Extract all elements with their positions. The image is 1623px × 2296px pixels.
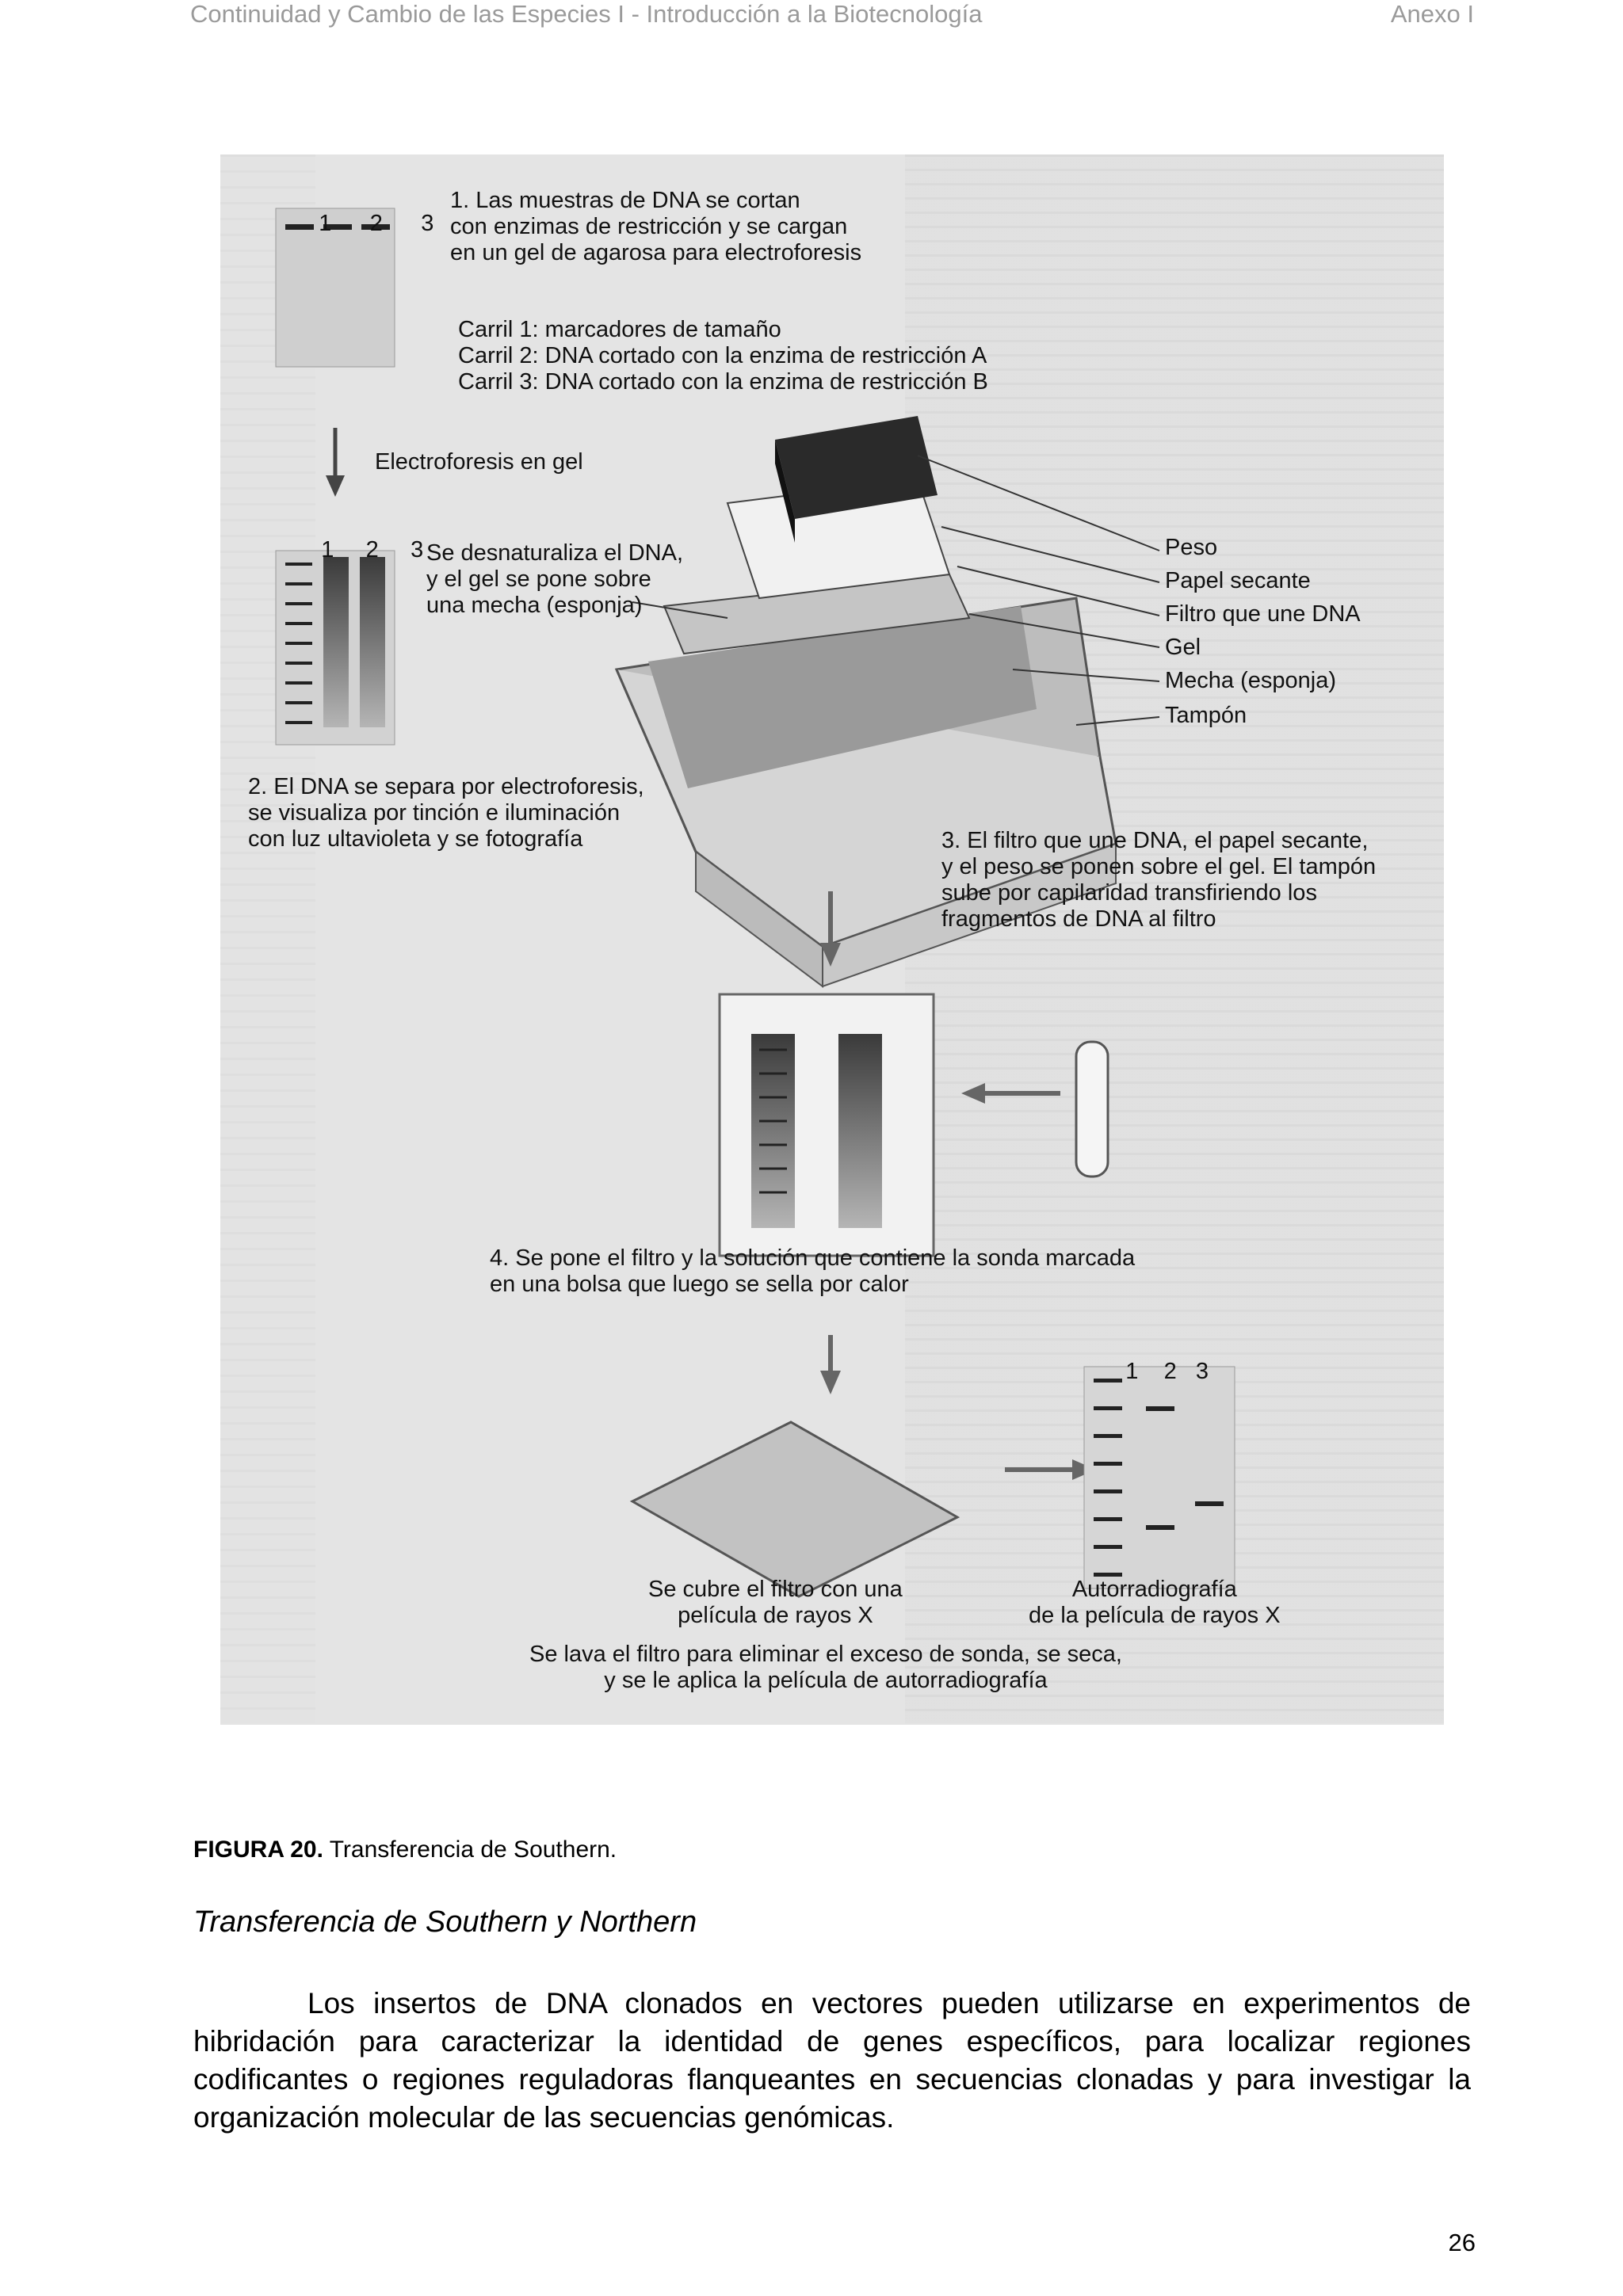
lane-number: 3 [421,211,434,236]
figure-caption-label: FIGURA 20. [193,1836,323,1863]
step-2-label: 2. El DNA se separa por electroforesis, se visualiza por tinción e iluminación con luz ultavioleta y se fotografía [248,774,644,852]
denature-label: Se desnaturaliza el DNA, y el gel se pone sobre una mecha (esponja) [426,540,683,618]
lane-number: 3 [1195,1359,1209,1384]
autoradiography-label: Autorradiografía de la película de rayos X [1029,1577,1281,1628]
lane-numbers-middle [296,511,423,589]
southern-blot-figure [220,154,1444,1725]
label-peso: Peso [1165,535,1218,560]
step-3-label: 3. El filtro que une DNA, el papel secante, y el peso se ponen sobre el gel. El tampón sube por capilaridad transfiriendo los fragmentos de DNA al filtro [941,828,1377,932]
label-filtro: Filtro que une DNA [1165,601,1361,627]
lane-number: 1 [1125,1359,1139,1384]
running-header-annex: Anexo I [1390,0,1474,28]
running-header-title: Continuidad y Cambio de las Especies I - Introducción a la Biotecnología [190,0,983,28]
xray-cover-label: Se cubre el filtro con una película de rayos X [648,1577,903,1628]
arrow-left-probe [961,1083,985,1104]
lane-number: 2 [365,537,379,563]
lane-numbers-top [293,185,433,263]
wash-label: Se lava el filtro para eliminar el exceso de sonda, se seca, y se le aplica la película de autorradiografía [529,1642,1122,1693]
label-gel: Gel [1165,635,1201,660]
arrow-down-3 [820,1371,841,1394]
lane-number: 2 [369,211,383,236]
lane-number: 1 [319,211,332,236]
lane-numbers-autorad [1100,1333,1209,1411]
probe-tube [1076,1042,1108,1177]
label-mecha: Mecha (esponja) [1165,668,1336,693]
step-4-label: 4. Se pone el filtro y la solución que contiene la sonda marcada en una bolsa que luego se sella por calor [490,1245,1136,1297]
figure-caption-text: Transferencia de Southern. [323,1836,617,1863]
label-papel-secante: Papel secante [1165,568,1311,593]
electrophoresis-label: Electroforesis en gel [375,449,583,475]
figure-caption [193,1836,617,1863]
arrow-down-1-head [326,475,345,497]
label-tampon: Tampón [1165,703,1247,728]
section-title: Transferencia de Southern y Northern [193,1905,697,1939]
body-paragraph: Los insertos de DNA clonados en vectores pueden utilizarse en experimentos de hibridación para caracterizar la identidad de genes específicos, para localizar regiones codificantes o regiones reguladoras flanqueantes en secuencias clonadas y para investigar la organización molecular de las secuencias genómicas. [193,1987,1471,2134]
hybridization-bag [720,994,934,1256]
lane-number: 2 [1163,1359,1177,1384]
page-number: 26 [1448,2229,1476,2256]
lane-number: 3 [411,537,424,563]
step-1-label: 1. Las muestras de DNA se cortan con enzimas de restricción y se cargan en un gel de agarosa para electroforesis [450,188,862,265]
lanes-legend: Carril 1: marcadores de tamaño Carril 2: DNA cortado con la enzima de restricción A Carril 3: DNA cortado con la enzima de restricción B [458,317,988,395]
xray-film [632,1422,957,1596]
lane-number: 1 [321,537,334,563]
